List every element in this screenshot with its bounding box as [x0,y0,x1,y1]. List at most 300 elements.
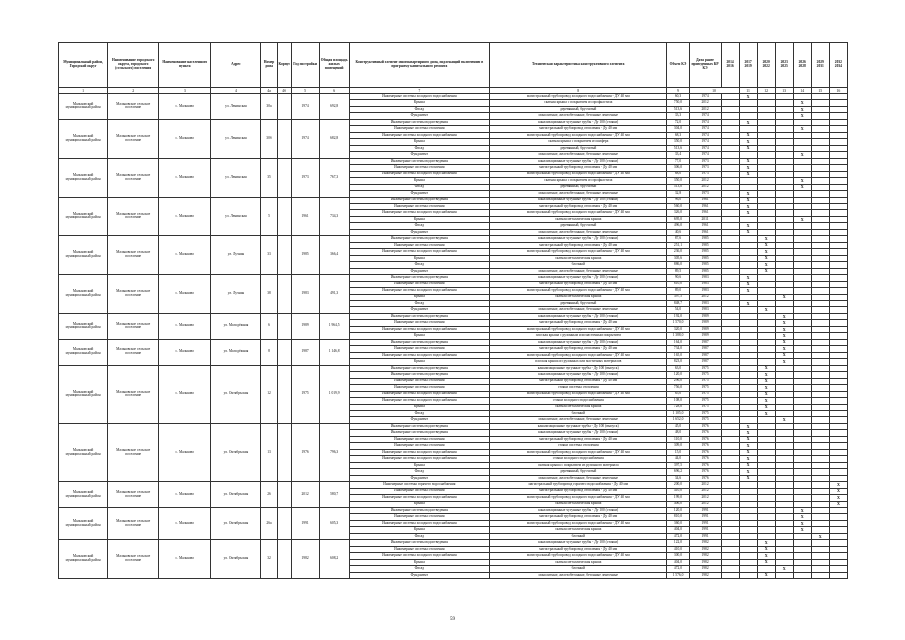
technical-spec-cell: скатная металлическая крыша [490,559,667,565]
settlement-cell: Мальковское сельское поселение [108,365,159,423]
period-cell: X [739,443,757,449]
previous-repair-date-cell: 1991 [689,527,721,533]
period-cell: X [739,430,757,436]
previous-repair-date-cell: 1982 [689,559,721,565]
building-corpus-cell [277,94,291,120]
district-cell: Мальковский муниципальный район [59,275,108,314]
living-area-cell: 1 019,9 [319,365,349,423]
previous-repair-date-cell: 1975 [689,391,721,397]
structural-element-cell: Фасад [349,410,489,416]
column-number: 5 [291,88,319,94]
living-area-cell: 767,3 [319,158,349,197]
building-corpus-cell [277,339,291,365]
volume-cell: 200,0 [667,482,689,488]
technical-spec-cell: монолитные, железобетонные, бетонные ленточные [490,572,667,578]
structural-element-cell: Крыша [349,333,489,339]
period-cell: X [739,119,757,125]
house-number-cell: 32 [261,540,277,579]
technical-spec-cell: магистральный трубопровод холодного водоснабжения - ДУ 40 мм [490,210,667,216]
volume-cell: 120,0 [667,372,689,378]
house-number-cell: 38 [261,275,277,314]
volume-cell: 728,0 [667,404,689,410]
technical-spec-cell: канализационные чугунные трубы - Ду 100 (стояки) [490,339,667,345]
structural-element-cell: Инженерные системы водоотведения [349,372,489,378]
technical-spec-cell: плоская крыша с рулонным или мастичным покрытием [490,333,667,339]
previous-repair-date-cell: 1985 [689,236,721,242]
structural-element-cell: Инженерные системы холодного водоснабжения [349,326,489,332]
structural-element-cell: Инженерные системы холодного водоснабжения [349,132,489,138]
district-cell: Мальковский муниципальный район [59,197,108,236]
period-cell: X [739,301,757,307]
volume-cell: 40,6 [667,229,689,235]
previous-repair-date-cell: 1974 [689,152,721,158]
technical-spec-cell: магистральный трубопровод холодного водоснабжения - ДУ 40 мм [490,132,667,138]
period-cell: X [739,475,757,481]
living-area-cell: 692,8 [319,94,349,120]
technical-spec-cell: магистральный трубопровод холодного водоснабжения - ДУ 40 мм [490,352,667,358]
period-cell: X [739,94,757,100]
column-number: 15 [811,88,829,94]
period-cell: X [829,482,847,488]
period-cell: X [739,275,757,281]
period-cell: X [757,398,775,404]
house-number-cell: 30а [261,94,277,120]
building-corpus-cell [277,365,291,423]
technical-spec-cell: канализационные чугунные трубы - Ду 100 (стояки) [490,275,667,281]
structural-element-cell: Крыша [349,178,489,184]
volume-cell: 326,0 [667,210,689,216]
table-body [59,94,848,579]
structural-element-cell: Инженерные системы водоотведения [349,430,489,436]
structural-element-cell: Инженерные системы водоотведения [349,197,489,203]
volume-cell: 305,6 [667,255,689,261]
previous-repair-date-cell: 1983 [689,275,721,281]
previous-repair-date-cell: 1982 [689,540,721,546]
previous-repair-date-cell: 1976 [689,443,721,449]
structural-element-cell: Инженерные системы водоотведения [349,236,489,242]
column-header: Корпус [277,43,291,88]
volume-cell: 350,0 [667,139,689,145]
structural-element-cell: Инженерные системы отопления [349,126,489,132]
technical-spec-cell: скатная крыша с покрытием из профнастила [490,100,667,106]
previous-repair-date-cell: 1975 [689,398,721,404]
settlement-cell: Мальковское сельское поселение [108,94,159,120]
column-header: 2017 2019 [739,43,757,88]
building-corpus-cell [277,236,291,275]
construction-year-cell: 1991 [291,508,319,540]
period-cell: X [793,126,811,132]
locality-cell: с. Мальково [159,158,211,197]
period-cell: X [793,184,811,190]
period-cell: X [757,307,775,313]
building-corpus-cell [277,482,291,508]
previous-repair-date-cell: 1961 [689,203,721,209]
technical-spec-cell: скатная металлическая крыша [490,527,667,533]
locality-cell: с. Мальково [159,339,211,365]
period-cell: X [757,268,775,274]
volume-cell: 72,0 [667,119,689,125]
previous-repair-date-cell: 1987 [689,339,721,345]
period-cell: X [793,113,811,119]
technical-spec-cell: магистральный трубопровод отопления - Ду 40 мм [490,488,667,494]
technical-spec-cell: блочный [490,566,667,572]
previous-repair-date-cell: 2012 [689,501,721,507]
header-row [59,43,848,88]
period-cell: X [757,540,775,546]
period-cell: X [739,449,757,455]
structural-element-cell: Фасад [349,262,489,268]
volume-cell: 1 652,0 [667,417,689,423]
period-cell: X [793,152,811,158]
volume-cell: 60,3 [667,94,689,100]
volume-cell: 397,5 [667,294,689,300]
address-cell: ул. Октябрьская [211,365,261,423]
volume-cell: 65,0 [667,391,689,397]
construction-year-cell: 1982 [291,540,319,579]
technical-spec-cell: деревянный, брусчатый [490,184,667,190]
address-cell: ул. Ленинская [211,197,261,236]
structural-element-cell: Фундамент [349,268,489,274]
structural-element-cell: Крыша [349,501,489,507]
volume-cell: 306,0 [667,165,689,171]
technical-spec-cell: блочный [490,410,667,416]
technical-spec-cell: плоская крыша из рулонных или мастичных материалов [490,359,667,365]
column-header: Наименование населенного пункта [159,43,211,88]
technical-spec-cell: магистральный трубопровод холодного водоснабжения - ДУ 40 мм [490,171,667,177]
technical-spec-cell: скатная металлическая крыша [490,294,667,300]
technical-spec-cell: канализационные чугунные трубы - Ду 100 (стояки) [490,430,667,436]
technical-spec-cell: магистральный трубопровод холодного водоснабжения - ДУ 40 мм [490,553,667,559]
technical-spec-cell: стояки системы отопления [490,385,667,391]
column-header: 2029 2031 [811,43,829,88]
locality-cell: с. Мальково [159,275,211,314]
period-cell: X [775,346,793,352]
period-cell: X [775,326,793,332]
volume-cell: 472,0 [667,566,689,572]
address-cell: ул. Октябрьская [211,482,261,508]
technical-spec-cell: стояки системы отопления [490,443,667,449]
previous-repair-date-cell: 1975 [689,372,721,378]
column-header: Наименование городского округа, городского (сельского) поселения [108,43,159,88]
technical-spec-cell: магистральный трубопровод отопления - Ду 40 мм [490,165,667,171]
technical-spec-cell: магистральный трубопровод горячего водоснабжения - Ду 40 мм [490,482,667,488]
technical-spec-cell: деревянный, брусчатый [490,301,667,307]
previous-repair-date-cell: 1961 [689,229,721,235]
settlement-cell: Мальковское сельское поселение [108,508,159,540]
period-cell: X [757,391,775,397]
previous-repair-date-cell: 1976 [689,423,721,429]
structural-element-cell: Инженерные системы водоотведения [349,365,489,371]
previous-repair-date-cell: 1982 [689,566,721,572]
period-cell: X [739,197,757,203]
previous-repair-date-cell: 1989 [689,313,721,319]
period-cell: X [775,294,793,300]
locality-cell: с. Мальково [159,540,211,579]
living-area-cell: 608,2 [319,540,349,579]
period-cell [829,572,847,578]
structural-element-cell: Фасад [349,184,489,190]
volume-cell: 68,3 [667,132,689,138]
volume-cell: 1 105,0 [667,410,689,416]
structural-element-cell: Инженерные системы водоотведения [349,119,489,125]
period-cell: X [739,229,757,235]
column-number: 10 [689,88,739,94]
volume-cell: 236,0 [667,249,689,255]
structural-element-cell: Фасад [349,469,489,475]
structural-element-cell: Крыша [349,359,489,365]
technical-spec-cell: канализационные чугунные трубы - Ду 100 (стояки) [490,372,667,378]
volume-cell: 32,8 [667,191,689,197]
building-corpus-cell [277,197,291,236]
technical-spec-cell: стояки холодного водоснабжения [490,456,667,462]
technical-spec-cell: магистральный трубопровод отопления - Ду 40 мм [490,346,667,352]
period-cell: X [757,242,775,248]
address-cell: ул. Молодёжная [211,339,261,365]
technical-spec-cell: магистральный трубопровод холодного водоснабжения - ДУ 40 мм [490,391,667,397]
volume-cell: 810,0 [667,514,689,520]
address-cell: ул. Молодёжная [211,313,261,339]
volume-cell: 513,0 [667,184,689,190]
previous-repair-date-cell: 1976 [689,469,721,475]
technical-spec-cell: магистральный трубопровод холодного водоснабжения - ДУ 40 мм [490,288,667,294]
technical-spec-cell: скатная металлическая крыша [490,216,667,222]
technical-spec-cell: стояки холодного водоснабжения [490,398,667,404]
period-cell: X [739,456,757,462]
period-cell: X [757,546,775,552]
structural-element-cell: Фундамент [349,229,489,235]
previous-repair-date-cell: 1989 [689,333,721,339]
period-cell: X [811,533,829,539]
structural-element-cell: Фундамент [349,152,489,158]
previous-repair-date-cell: 1983 [689,281,721,287]
period-cell: X [757,249,775,255]
period-cell: X [757,365,775,371]
technical-spec-cell: магистральный трубопровод холодного водоснабжения - ДУ 40 мм [490,326,667,332]
previous-repair-date-cell: 1961 [689,223,721,229]
address-cell: ул. Октябрьская [211,540,261,579]
structural-element-cell: Инженерные системы холодного водоснабжения [349,352,489,358]
period-cell: X [757,572,775,578]
structural-element-cell: Инженерные системы отопления [349,443,489,449]
volume-cell: 54,0 [667,307,689,313]
structural-element-cell: Инженерные системы холодного водоснабжения [349,171,489,177]
column-header: Номер дома [261,43,277,88]
structural-element-cell: Инженерные системы водоотведения [349,275,489,281]
structural-element-cell: Инженерные системы водоотведения [349,158,489,164]
construction-year-cell: 1985 [291,236,319,275]
volume-cell: 89,5 [667,268,689,274]
house-number-cell: 6 [261,313,277,339]
volume-cell: 89,0 [667,288,689,294]
structural-element-cell: Фасад [349,223,489,229]
construction-year-cell: 1989 [291,313,319,339]
settlement-cell: Мальковское сельское поселение [108,540,159,579]
volume-cell: 410,0 [667,546,689,552]
technical-spec-cell: скатная крыша с покрытием из профнастила [490,178,667,184]
technical-spec-cell: блочный [490,533,667,539]
previous-repair-date-cell: 1961 [689,210,721,216]
previous-repair-date-cell: 2012 [689,495,721,501]
technical-spec-cell: монолитные, железобетонные, бетонные ленточные [490,191,667,197]
technical-spec-cell: скатная металлическая крыша [490,404,667,410]
period-cell: X [793,100,811,106]
technical-spec-cell: скатная крыша с покрытием из шифера [490,139,667,145]
construction-year-cell: 1987 [291,339,319,365]
volume-cell: 610,0 [667,281,689,287]
column-header: Адрес [211,43,261,88]
previous-repair-date-cell: 1973 [689,158,721,164]
column-header: Муниципальный район, Городской округ [59,43,108,88]
volume-cell: 1 576,0 [667,572,689,578]
technical-spec-cell: монолитные, железобетонные, бетонные ленточные [490,307,667,313]
volume-cell: 848,7 [667,301,689,307]
period-cell: X [757,262,775,268]
address-cell: ул. Ленинская [211,158,261,197]
structural-element-cell: Инженерные системы холодного водоснабжения [349,94,489,100]
district-cell: Мальковский муниципальный район [59,158,108,197]
technical-spec-cell: канализационные чугунные трубы - Ду 100 (выпуск) [490,365,667,371]
previous-repair-date-cell: 1982 [689,546,721,552]
structural-element-cell: Фасад [349,106,489,112]
volume-cell: 320,0 [667,326,689,332]
settlement-cell: Мальковское сельское поселение [108,119,159,158]
column-number: 11 [739,88,757,94]
living-area-cell: 734,3 [319,197,349,236]
period-cell: X [757,553,775,559]
structural-element-cell: Инженерные системы отопления [349,320,489,326]
technical-spec-cell: скатная крыша с покрытием из рулонного материала [490,462,667,468]
technical-spec-cell: магистральный трубопровод холодного водоснабжения - ДУ 40 мм [490,520,667,526]
column-number: 4 [211,88,261,94]
volume-cell: 750,0 [667,100,689,106]
district-cell: Мальковский муниципальный район [59,482,108,508]
period-cell: X [829,488,847,494]
technical-spec-cell: магистральный трубопровод отопления - Ду 40 мм [490,203,667,209]
period-cell: X [793,508,811,514]
previous-repair-date-cell: 1974 [689,126,721,132]
structural-element-cell: Крыша [349,255,489,261]
period-cell: X [739,171,757,177]
district-cell: Мальковский муниципальный район [59,365,108,423]
previous-repair-date-cell: 1991 [689,520,721,526]
technical-spec-cell: монолитные, железобетонные, бетонные ленточные [490,229,667,235]
column-number: 14 [793,88,811,94]
address-cell: ул. Октябрьская [211,508,261,540]
period-cell: X [775,320,793,326]
structural-element-cell: Инженерные системы водоотведения [349,508,489,514]
volume-cell: 44,0 [667,456,689,462]
period-cell: X [793,216,811,222]
construction-year-cell: 1974 [291,119,319,158]
column-number: 4б [277,88,291,94]
structural-element-cell: Фундамент [349,307,489,313]
living-area-cell: 366,4 [319,236,349,275]
structural-element-cell: Крыша [349,462,489,468]
technical-spec-cell: монолитные, железобетонные, бетонные ленточные [490,417,667,423]
previous-repair-date-cell: 1991 [689,508,721,514]
locality-cell: с. Мальково [159,94,211,120]
volume-cell: 397,5 [667,462,689,468]
locality-cell: с. Мальково [159,508,211,540]
technical-spec-cell: канализационные чугунные трубы - Ду 100 (стояки) [490,197,667,203]
district-cell: Мальковский муниципальный район [59,119,108,158]
previous-repair-date-cell: 1974 [689,94,721,100]
previous-repair-date-cell: 1989 [689,320,721,326]
previous-repair-date-cell: 2012 [689,482,721,488]
volume-cell: 120,0 [667,508,689,514]
locality-cell: с. Мальково [159,482,211,508]
period-cell: X [739,281,757,287]
construction-year-cell: 2012 [291,482,319,508]
technical-spec-cell: магистральный трубопровод отопления - Ду 40 мм [490,378,667,384]
volume-cell: 350,0 [667,178,689,184]
period-cell: X [739,223,757,229]
house-number-cell: 33 [261,236,277,275]
volume-cell: 309,0 [667,443,689,449]
structural-element-cell: Крыша [349,216,489,222]
volume-cell: 87,6 [667,236,689,242]
structural-element-cell: Инженерные системы холодного водоснабжения [349,249,489,255]
district-cell: Мальковский муниципальный район [59,313,108,339]
structural-element-cell: Крыша [349,139,489,145]
period-cell: X [775,352,793,358]
living-area-cell: 580,7 [319,482,349,508]
period-cell [775,572,793,578]
technical-spec-cell: канализационные чугунные трубы - Ду 100 (выпуск) [490,423,667,429]
technical-spec-cell: деревянный, брусчатый [490,106,667,112]
volume-cell: 404,0 [667,559,689,565]
volume-cell: 404,0 [667,527,689,533]
technical-spec-cell: магистральный трубопровод отопления - Ду 40 мм [490,436,667,442]
house-number-cell: 26 [261,482,277,508]
volume-cell: 696,2 [667,469,689,475]
technical-spec-cell: монолитные, железобетонные, бетонные ленточные [490,268,667,274]
locality-cell: с. Мальково [159,313,211,339]
previous-repair-date-cell: 1983 [689,301,721,307]
volume-cell: 110,0 [667,436,689,442]
volume-cell: 90,6 [667,275,689,281]
structural-element-cell: Инженерные системы отопления [349,242,489,248]
volume-cell: 300,0 [667,553,689,559]
structural-element-cell: Фундамент [349,191,489,197]
column-number: 9 [667,88,689,94]
building-corpus-cell [277,508,291,540]
page-number: 59 [450,617,455,622]
period-cell: X [775,417,793,423]
construction-year-cell: 1976 [291,423,319,481]
column-number: 6 [319,88,349,94]
technical-spec-cell: магистральный трубопровод отопления - Ду 40 мм [490,281,667,287]
previous-repair-date-cell: 1976 [689,475,721,481]
previous-repair-date-cell: 1975 [689,417,721,423]
structural-element-cell: Крыша [349,527,489,533]
structural-element-cell: Инженерные системы холодного водоснабжения [349,398,489,404]
settlement-cell: Мальковское сельское поселение [108,482,159,508]
period-cell: X [829,501,847,507]
house-number-cell: 5 [261,197,277,236]
technical-spec-cell: канализационные чугунные трубы - Ду 100 (стояки) [490,313,667,319]
structural-element-cell: Фундамент [349,572,489,578]
address-cell: ул. Лучная [211,236,261,275]
period-cell: X [775,566,793,572]
period-cell: X [739,210,757,216]
previous-repair-date-cell: 1982 [689,572,721,578]
column-number: 1 [59,88,108,94]
technical-spec-cell: блочный [490,262,667,268]
volume-cell: 33,3 [667,113,689,119]
previous-repair-date-cell: 1985 [689,268,721,274]
structural-element-cell: Инженерные системы горячего водоснабжения [349,482,489,488]
